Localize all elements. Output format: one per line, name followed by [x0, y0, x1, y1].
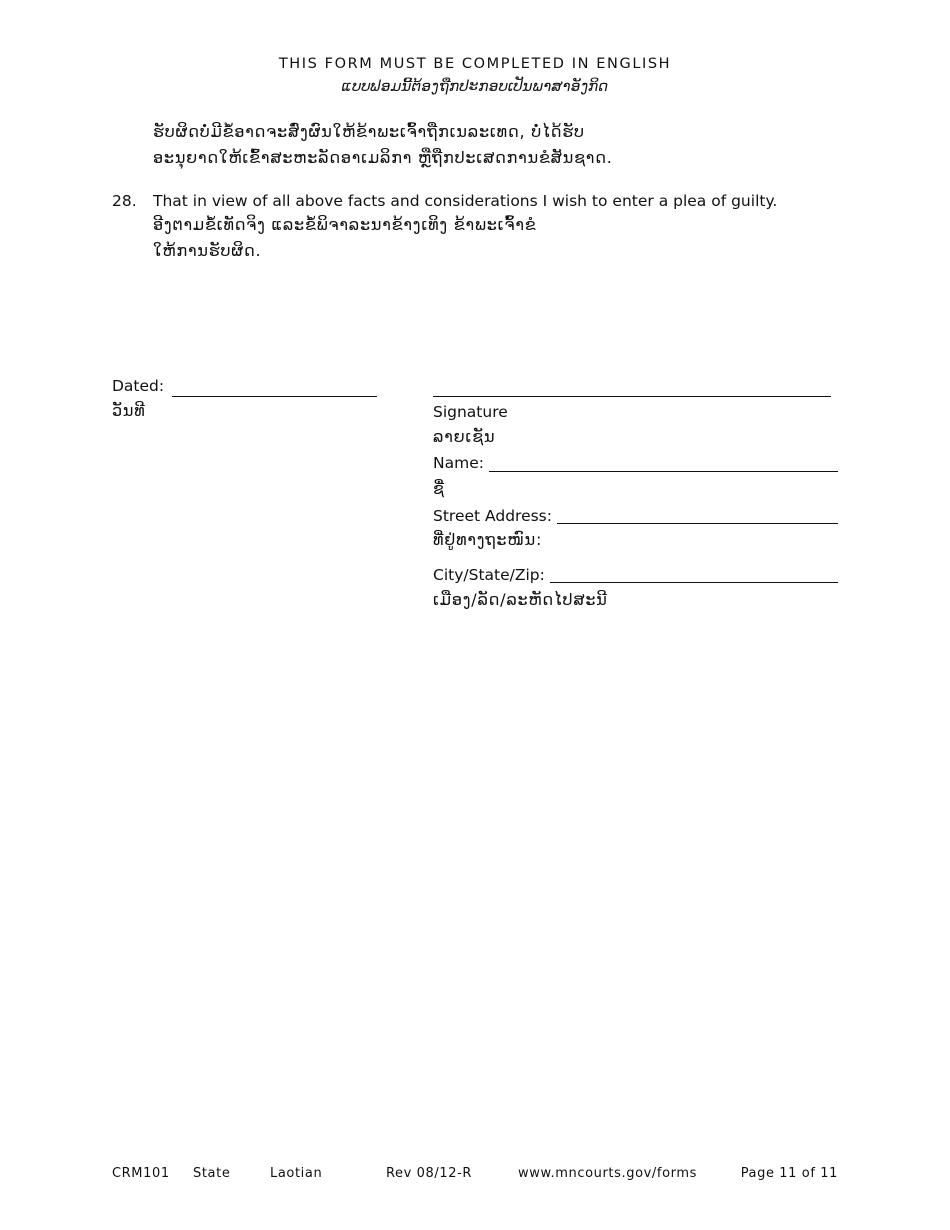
street-address-label: Street Address: — [433, 507, 552, 525]
item-28-number: 28. — [112, 192, 137, 210]
name-field-line[interactable] — [489, 471, 838, 472]
header-laotian: ແບບຟອມນີ້ຕ້ອງຖືກປະກອບເປັນພາສາອັງກິດ — [341, 77, 609, 95]
item-28-laotian-line-1: ອີງຕາມຂໍ້ເທັດຈິງ ແລະຂໍ້ພິຈາລະນາຂ້າງເທິງ ຂ້າພະເຈົ້າຂໍ — [153, 215, 537, 234]
city-state-zip-laotian: ເມືອງ/ລັດ/ລະຫັດໄປສະນີ — [433, 590, 608, 609]
city-state-zip-label: City/State/Zip: — [433, 566, 545, 584]
dated-laotian: ວັນທີ — [112, 401, 146, 420]
street-address-laotian: ທີ່ຢູ່ທາງຖະໜົນ: — [433, 530, 543, 549]
city-state-zip-field-line[interactable] — [550, 582, 838, 583]
footer-category: State — [193, 1166, 231, 1181]
signature-field-line[interactable] — [433, 396, 831, 397]
footer-form-id: CRM101 — [112, 1166, 170, 1181]
item-28-english: That in view of all above facts and considerations I wish to enter a plea of guilty. — [153, 192, 778, 210]
name-laotian: ຊື່ — [433, 479, 445, 498]
header-english: THIS FORM MUST BE COMPLETED IN ENGLISH — [278, 56, 672, 72]
name-label: Name: — [433, 454, 484, 472]
dated-field-line[interactable] — [172, 396, 377, 397]
continued-line-1: ຮັບຜິດບໍ່ມີຂໍ້ອາດຈະສົ່ງຜົນໃຫ້ຂ້າພະເຈົ້າຖືກເນລະເທດ, ບໍ່ໄດ້ຮັບ — [153, 122, 585, 141]
footer-language: Laotian — [270, 1166, 323, 1181]
street-address-field-line[interactable] — [557, 523, 838, 524]
continued-line-2: ອະນຸຍາດໃຫ້ເຂົ້າສະຫະລັດອາເມລິກາ ຫຼືຖືກປະເສດການຂໍສັນຊາດ. — [153, 148, 613, 167]
item-28-laotian-line-2: ໃຫ້ການຮັບຜິດ. — [153, 241, 262, 260]
footer-page-number: Page 11 of 11 — [740, 1166, 838, 1181]
signature-label: Signature — [433, 403, 508, 421]
footer-url[interactable]: www.mncourts.gov/forms — [518, 1166, 697, 1181]
signature-laotian: ລາຍເຊັນ — [433, 427, 496, 446]
footer-revision: Rev 08/12-R — [386, 1166, 473, 1181]
dated-label: Dated: — [112, 377, 165, 395]
